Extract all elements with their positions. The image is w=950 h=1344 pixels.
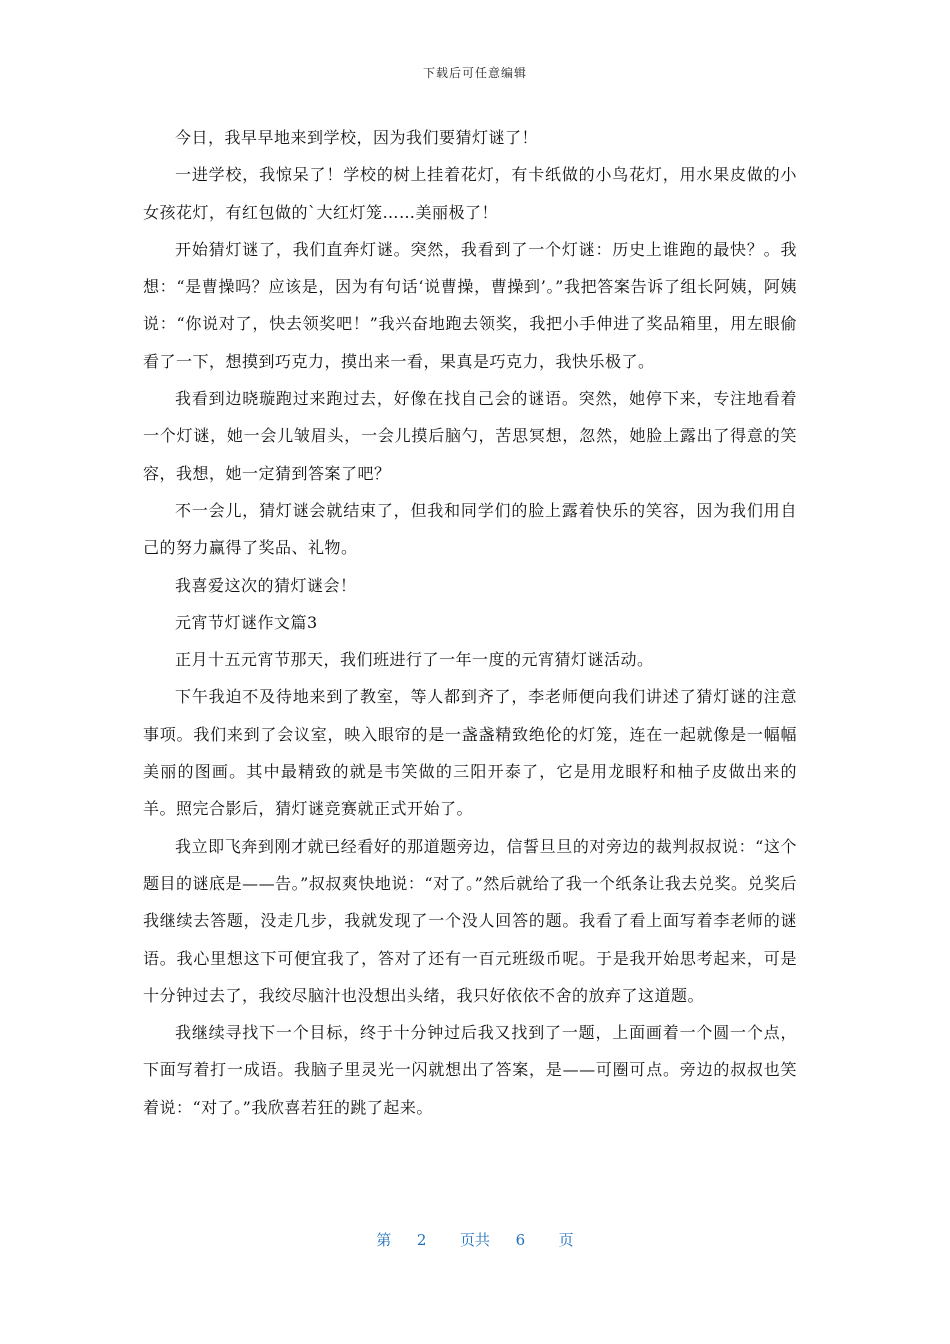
footer-prefix: 第 xyxy=(376,1231,392,1249)
header-text: 下载后可任意编辑 xyxy=(422,66,527,80)
paragraph-5: 不一会儿，猜灯谜会就结束了，但我和同学们的脸上露着快乐的笑容，因为我们用自己的努力赢得了奖品、礼物。 xyxy=(143,500,797,558)
footer-total-pages: 6 xyxy=(515,1231,526,1249)
paragraph-3: 开始猜灯谜了，我们直奔灯谜。突然，我看到了一个灯谜：历史上谁跑的最快？。我想：“是曹操吗？应该是，因为有句话‘说曹操，曹操到’。”我把答案告诉了组长阿姨，阿姨说：“你说对了，快去领奖吧！”我兴奋地跑去领奖，我把小手伸进了奖品箱里，用左眼偷看了一下，想摸到巧克力，摸出来一看，果真是巧克力，我快乐极了。 xyxy=(143,239,797,371)
page-header xyxy=(0,64,950,81)
page-footer xyxy=(0,1229,950,1250)
paragraph-6: 我喜爱这次的猜灯谜会！ xyxy=(175,575,357,595)
footer-middle: 页共 xyxy=(459,1231,490,1249)
paragraph-8: 下午我迫不及待地来到了教室，等人都到齐了，李老师便向我们讲述了猜灯谜的注意事项。我们来到了会议室，映入眼帘的是一盏盏精致绝伦的灯笼，连在一起就像是一幅幅美丽的图画。其中最精致的就是韦笑做的三阳开泰了，它是用龙眼籽和柚子皮做出来的羊。照完合影后，猜灯谜竞赛就正式开始了。 xyxy=(143,687,797,819)
paragraph-1: 今日，我早早地来到学校，因为我们要猜灯谜了！ xyxy=(175,128,539,147)
paragraph-4: 我看到边晓璇跑过来跑过去，好像在找自己会的谜语。突然，她停下来，专注地看着一个灯谜，她一会儿皱眉头，一会儿摸后脑勺，苦思冥想，忽然，她脸上露出了得意的笑容，我想，她一定猜到答案了吧？ xyxy=(143,389,797,483)
footer-suffix: 页 xyxy=(558,1231,574,1249)
paragraph-9: 我立即飞奔到刚才就已经看好的那道题旁边，信誓旦旦的对旁边的裁判叔叔说：“这个题目的谜底是——告。”叔叔爽快地说：“对了。”然后就给了我一个纸条让我去兑奖。兑奖后我继续去答题，没走几步，我就发现了一个没人回答的题。我看了看上面写着李老师的谜语。我心里想这下可便宜我了，答对了还有一百元班级币呢。于是我开始思考起来，可是十分钟过去了，我绞尽脑汁也没想出头绪，我只好依依不舍的放弃了这道题。 xyxy=(143,836,797,1005)
document-body xyxy=(143,119,797,1126)
section-heading: 元宵节灯谜作文篇3 xyxy=(175,612,318,632)
paragraph-10: 我继续寻找下一个目标，终于十分钟过后我又找到了一题，上面画着一个圆一个点，下面写着打一成语。我脑子里灵光一闪就想出了答案，是——可圈可点。旁边的叔叔也笑着说：“对了。”我欣喜若狂的跳了起来。 xyxy=(143,1023,797,1117)
paragraph-7: 正月十五元宵节那天，我们班进行了一年一度的元宵猜灯谜活动。 xyxy=(175,650,654,670)
paragraph-2: 一进学校，我惊呆了！学校的树上挂着花灯，有卡纸做的小鸟花灯，用水果皮做的小女孩花灯，有红包做的`大红灯笼……美丽极了！ xyxy=(143,165,797,222)
footer-page-number: 2 xyxy=(416,1231,427,1249)
